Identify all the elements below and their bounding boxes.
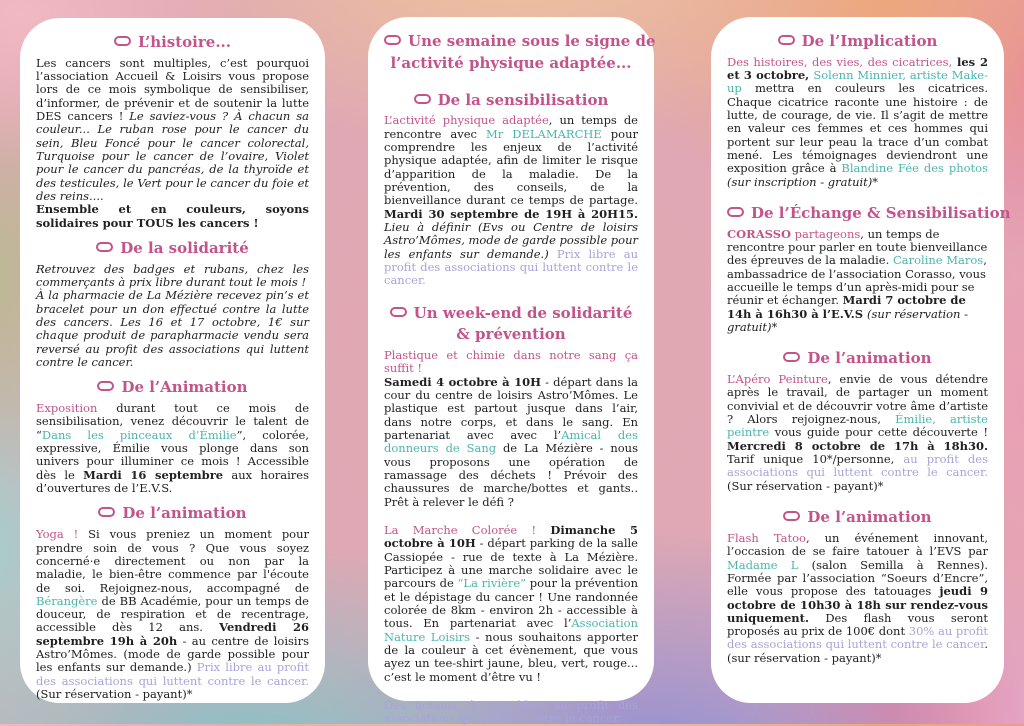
brochure-section: [727, 31, 988, 189]
text-segment: Caroline Maros: [892, 253, 984, 268]
text-segment: pour comprendre les enjeux de l’activité physique adaptée, afin de limiter le risque d’apparition de la maladie. De la prévention, des conseils, de la bienveillance durant ce temps de partage.: [384, 126, 638, 208]
heading-text: & prévention: [456, 325, 566, 344]
text-segment: Yoga !: [36, 527, 79, 542]
section-heading: [36, 238, 309, 260]
section-heading: [36, 377, 309, 399]
text-segment: Solenn Minnier, artiste Make-up: [727, 68, 989, 96]
heading-text: Un week-end de solidarité: [413, 303, 633, 322]
paragraph: [384, 349, 638, 509]
text-segment: - au centre de loisirs Astro’Mômes. (mode de garde possible pour les enfants sur demande.): [36, 633, 309, 675]
paragraph: [727, 373, 988, 493]
text-segment: Plastique et chimie dans notre sang ça suffit !: [384, 348, 638, 376]
paragraph: [36, 57, 309, 230]
ribbon-pill-icon: [114, 36, 131, 46]
section-heading: [727, 507, 988, 529]
section-heading: [384, 303, 638, 347]
brochure-section: [384, 303, 638, 509]
heading-line: [727, 507, 988, 529]
text-segment: jeudi 9 octobre de 10h30 à 18h sur rendez-vous uniquement.: [727, 584, 988, 625]
text-segment: les 2 et 3 octobre,: [727, 54, 988, 83]
heading-line: [384, 53, 638, 75]
ribbon-pill-icon: [778, 35, 795, 45]
heading-text: De l’Animation: [121, 378, 248, 397]
text-segment: - départ parking de la salle Cassiopée - rue de texte à La Mézière. Participez à une marche solidaire avec le parcours de: [384, 536, 638, 591]
heading-text: De la solidarité: [120, 239, 249, 258]
text-segment: L’activité physique adaptée: [384, 113, 549, 128]
section-heading: [36, 503, 309, 525]
text-segment: . (sur réservation - payant)*: [727, 637, 988, 665]
text-segment: (Sur réservation - payant)*: [36, 687, 193, 702]
text-segment: partageons: [791, 226, 861, 241]
text-segment: durant tout ce mois de sensibilisation, venez découvrir le talent de “: [36, 401, 309, 442]
ribbon-pill-icon: [97, 381, 114, 391]
section-heading: [384, 31, 656, 75]
text-segment: La Marche Colorée !: [384, 522, 551, 537]
brochure-panel-left: [20, 18, 325, 703]
text-segment: au profit des associations qui luttent contre le cancer.: [727, 452, 989, 480]
text-segment: L’Apéro Peinture: [727, 372, 828, 387]
paragraph: [384, 699, 638, 726]
text-segment: Bérangère: [36, 593, 98, 608]
text-segment: ”, colorée, expressive, Émilie vous plonge dans son univers pour illuminer ce mois ! Accessible dès le: [36, 427, 309, 482]
text-segment: “La rivière”: [457, 576, 527, 591]
section-heading: [384, 90, 638, 112]
brochure-panel-right: [711, 17, 1011, 703]
brochure-section: [384, 524, 638, 684]
brochure-section: [384, 699, 638, 726]
text-segment: - nous souhaitons apporter de la couleur à cet évènement, que vous ayez un tee-shirt jaune, bleu, vert, rouge... c’est le moment d’être vu !: [384, 629, 638, 684]
heading-line: [36, 377, 309, 399]
heading-text: l’activité physique adaptée...: [390, 53, 632, 72]
heading-line: [36, 503, 309, 525]
ribbon-pill-icon: [98, 507, 115, 517]
brochure-section: [36, 377, 309, 495]
text-segment: Tarif unique 10*/personne,: [727, 452, 904, 467]
heading-text: De l’Implication: [801, 32, 938, 50]
text-segment: Samedi 4 octobre à 10H: [384, 374, 541, 389]
heading-text: De l’animation: [122, 504, 247, 523]
paragraph: [36, 263, 309, 370]
text-segment: Vendredi 26 septembre 19h à 20h: [36, 620, 309, 648]
heading-text: L’histoire...: [138, 33, 231, 51]
text-segment: , envie de vous détendre après le travail, de partager un moment convivial et de découvrir votre âme d’artiste ? Alors rejoignez-nous,: [727, 372, 989, 427]
paragraph: [36, 528, 309, 701]
text-segment: Blandine Fée des photos: [841, 161, 988, 176]
text-segment: mettra en couleurs les cicatrices. Chaque cicatrice raconte une histoire : de lutte, de courage, de vie. Il s’agit de mettre en valeur ces femmes et ces hommes qui portent sur leur peau la trace d’un combat mené. Les témoignages deviendront une exposition grâce à: [727, 81, 988, 176]
brochure-section: [384, 31, 656, 75]
text-segment: Amical des donneurs de Sang: [384, 427, 639, 456]
text-segment: Mr DELAMARCHE: [486, 126, 602, 141]
text-segment: Les cancers sont multiples, c’est pourquoi l’association Accueil & Loisirs vous propose lors de ce mois symbolique de sensibiliser, d’informer, de prévenir et de soutenir la lutte DES cancers !: [36, 55, 309, 124]
heading-text: De l’animation: [807, 508, 932, 527]
text-segment: 30% au profit des associations qui luttent contre le cancer: [727, 624, 988, 652]
heading-line: [36, 238, 309, 260]
text-segment: Exposition: [36, 401, 98, 416]
paragraph: [384, 524, 638, 684]
heading-text: De la sensibilisation: [437, 90, 609, 109]
text-segment: Lieu à définir (Evs ou Centre de loisirs Astro’Mômes, mode de garde possible pour les enfants sur demande.): [384, 219, 638, 261]
section-heading: [727, 31, 988, 53]
text-segment: Le saviez-vous ? À chacun sa couleur... Le ruban rose pour le cancer du sein, Bleu Foncé pour le cancer colorectal, Turquoise pour le cancer de l’ovaire, Violet pour le cancer du pancréas, de la thyroïde et des testicules, le Vert pour le cancer du foie et des reins....: [36, 109, 309, 204]
text-segment: (sur inscription - gratuit)*: [727, 174, 879, 189]
text-segment: Mardi 30 septembre de 19H à 20H15.: [384, 206, 638, 221]
text-segment: (salon Semilla à Rennes). Formée par l’association “Soeurs d’Encre”, elle vous propose des tatouages: [727, 557, 988, 599]
text-segment: Des histoires, des vies, des cicatrices,: [727, 54, 953, 69]
text-segment: - départ dans la cour du centre de loisirs Astro’Mômes. Le plastique est partout jusque dans l’air, dans notre corps, et dans le sang. En partenariat avec avec l’: [384, 374, 639, 442]
text-segment: Retrouvez des badges et rubans, chez les commerçants à prix libre durant tout le mois !: [36, 261, 309, 290]
text-segment: Mercredi 8 octobre de 17h à 18h30.: [727, 438, 988, 453]
heading-text: De l’Échange & Sensibilisation: [751, 204, 1011, 223]
text-segment: Si vous preniez un moment pour prendre soin de vous ? Que vous soyez concerné·e directement ou non par la maladie, le bien-être commence par l'écoute de soi. Rejoignez-nous, accompagné de: [36, 527, 310, 595]
text-segment: Prix libre au profit des associations qui luttent contre le cancer.: [384, 246, 638, 288]
ribbon-pill-icon: [783, 352, 800, 362]
ribbon-pill-icon: [414, 94, 431, 104]
text-segment: Dans les pinceaux d’Émilie: [41, 427, 237, 442]
brochure-section: [727, 507, 988, 665]
text-segment: Mardi 16 septembre: [83, 467, 224, 482]
brochure-section: [727, 348, 988, 493]
heading-text: De l’animation: [807, 349, 932, 368]
brochure-section: [36, 238, 309, 369]
text-segment: Association Nature Loisirs: [384, 616, 638, 644]
ribbon-pill-icon: [384, 35, 401, 45]
heading-text: Une semaine sous le signe de: [408, 32, 656, 50]
text-segment: de BB Académie, pour un temps de douceur, de respiration et de recentrage, accessible dès 12 ans.: [36, 593, 309, 635]
heading-line: [384, 90, 638, 112]
paragraph: [727, 56, 988, 189]
brochure-section: [384, 90, 638, 288]
text-segment: Prix libre au profit des associations qui luttent contre le cancer.: [36, 660, 309, 688]
text-segment: Des actions, à prix libre au profit des associations qui luttent contre le cancer.: [384, 697, 638, 726]
text-segment: Mardi 7 octobre de 14h à 16h30 à l’E.V.S: [727, 293, 966, 321]
heading-line: [384, 31, 656, 53]
text-segment: aux horaires d’ouvertures de l’E.V.S.: [36, 467, 309, 496]
paragraph: [727, 532, 988, 665]
text-segment: pour la prévention et le dépistage du cancer ! Une randonnée colorée de 8km - environ 2h - accessible à tous. En partenariat avec l’: [384, 576, 638, 631]
text-segment: Madame L: [727, 557, 799, 572]
text-segment: (sur réservation - gratuit)*: [727, 306, 969, 335]
text-segment: Dimanche 5 octobre à 10H: [384, 522, 639, 551]
heading-line: [727, 348, 988, 370]
heading-line: [36, 32, 309, 54]
text-segment: Ensemble et en couleurs, soyons solidaires pour TOUS les cancers !: [36, 202, 309, 230]
heading-line: [727, 203, 1011, 225]
ribbon-pill-icon: [783, 511, 800, 521]
brochure-section: [727, 203, 1011, 335]
text-segment: vous guide pour cette découverte !: [769, 425, 988, 440]
text-segment: CORASSO: [727, 226, 792, 241]
brochure-panel-middle: [368, 17, 656, 726]
heading-line: [727, 31, 988, 53]
paragraph: [727, 228, 988, 335]
text-segment: Des flash vous seront proposés au prix de 100€ dont: [727, 610, 988, 639]
text-segment: À la pharmacie de La Mézière recevez pin’s et bracelet pour un don effectué contre la lutte des cancers. Les 16 et 17 octobre, 1€ sur chaque produit de parapharmacie vendu sera reversé au profit des associations qui luttent contre le cancer.: [36, 288, 309, 370]
text-segment: , un événement innovant, l’occasion de se faire tatouer à l’EVS par: [727, 530, 988, 559]
paragraph: [384, 114, 638, 287]
text-segment: Flash Tatoo: [727, 530, 806, 545]
heading-line: [384, 324, 638, 346]
heading-line: [384, 303, 638, 325]
text-segment: , un temps de rencontre pour parler en toute bienveillance des épreuves de la maladie.: [727, 226, 988, 268]
section-heading: [727, 348, 988, 370]
section-heading: [727, 203, 1011, 225]
text-segment: de La Mézière - nous vous proposons une opération de ramassage des déchets ! Prévoir des chaussures de marche/bottes et gants.. Prêt à relever le défi ?: [384, 441, 638, 509]
paragraph: [36, 402, 309, 495]
text-segment: Émilie, artiste peintre: [727, 412, 988, 440]
text-segment: , un temps de rencontre avec: [384, 113, 638, 141]
section-heading: [36, 32, 309, 54]
brochure-section: [36, 503, 309, 701]
ribbon-pill-icon: [96, 242, 113, 252]
ribbon-pill-icon: [390, 307, 407, 317]
text-segment: , ambassadrice de l’association Corasso, vous accueille le temps d’un après-midi pour se réunir et échanger.: [727, 253, 987, 308]
brochure-section: [36, 32, 309, 230]
ribbon-pill-icon: [727, 207, 744, 217]
text-segment: (Sur réservation - payant)*: [727, 478, 884, 493]
